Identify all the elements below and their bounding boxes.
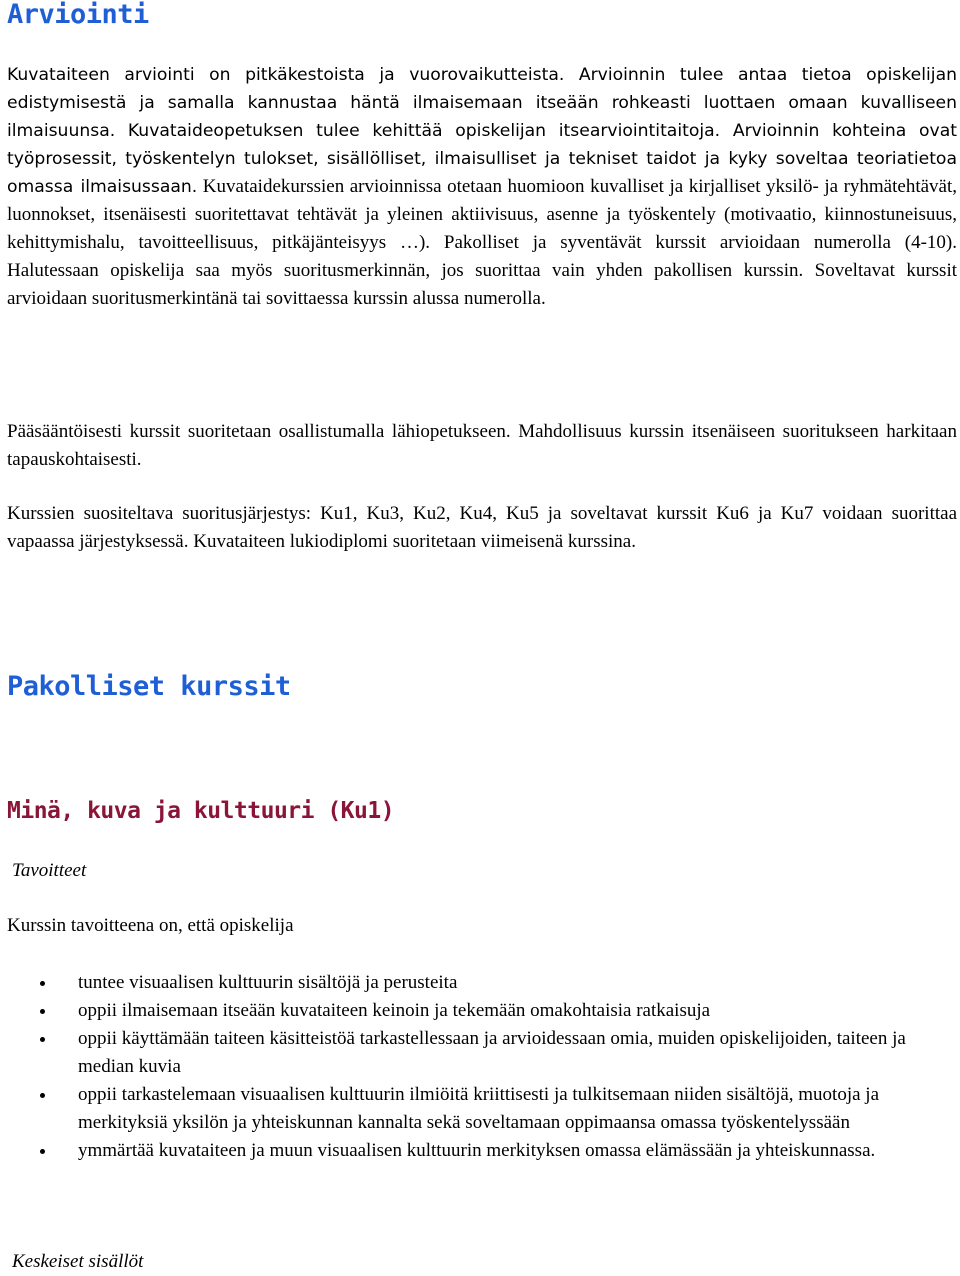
course-order-paragraph: Kurssien suositeltava suoritusjärjestys: Ku1, Ku3, Ku2, Ku4, Ku5 ja soveltavat kurssit Ku6 ja Ku7 voidaan suorittaa vapaassa järjestyksessä. Kuvataiteen lukiodiplomi suoritetaan viimeisenä kurssina. — [7, 503, 957, 552]
goal-text: oppii ilmaisemaan itseään kuvataiteen keinoin ja tekemään omakohtaisia ratkaisuja — [78, 1000, 711, 1021]
bullet-icon — [40, 1037, 45, 1042]
heading-pakolliset-kurssit: Pakolliset kurssit — [7, 671, 291, 702]
list-item — [0, 1025, 928, 1081]
participation-paragraph: Pääsääntöisesti kurssit suoritetaan osallistumalla lähiopetukseen. Mahdollisuus kurssin itsenäiseen suoritukseen harkitaan tapauskohtaisesti. — [7, 421, 957, 470]
list-item — [0, 1137, 928, 1165]
goal-text: ymmärtää kuvataiteen ja muun visuaalisen kulttuurin merkityksen omassa elämässään ja yhteiskunnassa. — [78, 1140, 876, 1161]
list-item — [0, 969, 928, 997]
goals-list — [0, 969, 960, 1165]
heading-ku1: Minä, kuva ja kulttuuri (Ku1) — [7, 798, 395, 824]
tavoitteet-label: Tavoitteet — [12, 860, 87, 881]
goal-text: oppii tarkastelemaan visuaalisen kulttuurin ilmiöitä kriittisesti ja tulkitsemaan niiden sisältöjä, muotoja ja merkityksiä yksilön ja yhteiskunnan kannalta sekä soveltamaan oppimaansa omassa työskentelyssään — [78, 1084, 880, 1133]
bullet-icon — [40, 1093, 45, 1098]
bullet-icon — [40, 1009, 45, 1014]
arviointi-text-sans: Kuvataiteen arviointi on pitkäkestoista ja vuorovaikutteista. Arvioinnin tulee antaa tietoa opiskelijan edistymisestä ja samalla kannustaa häntä ilmaisemaan itseään rohkeasti luottaen omaan kuvalliseen ilmaisuunsa. Kuvataideopetuksen tulee kehittää opiskelijan itsearviointitaitoja. Arvioinnin kohteina ovat työprosessit, työskentelyn tulokset, sisällölliset, ilmaisulliset ja tekniset taidot ja kyky soveltaa teoriatietoa omassa ilmaisussaan. — [7, 65, 957, 197]
goals-intro: Kurssin tavoitteena on, että opiskelija — [7, 915, 294, 936]
heading-arviointi: Arviointi — [7, 0, 149, 30]
list-item — [0, 997, 928, 1025]
goal-text: tuntee visuaalisen kulttuurin sisältöjä ja perusteita — [78, 972, 458, 993]
list-item — [0, 1081, 928, 1137]
bullet-icon — [40, 981, 45, 986]
goal-text: oppii käyttämään taiteen käsitteistöä tarkastellessaan ja arvioidessaan omia, muiden opiskelijoiden, taiteen ja median kuvia — [78, 1028, 906, 1077]
bullet-icon — [40, 1149, 45, 1154]
keskeiset-sisallot-label: Keskeiset sisällöt — [12, 1251, 144, 1272]
arviointi-paragraph — [7, 61, 957, 313]
arviointi-text-serif: Kuvataidekurssien arvioinnissa otetaan huomioon kuvalliset ja kirjalliset yksilö- ja ryhmätehtävät, luonnokset, itsenäisesti suoritettavat tehtävät ja yleinen aktiivisuus, asenne ja työskentely (motivaatio, kiinnostuneisuus, kehittymishalu, tavoitteellisuus, pitkäjänteisyys …). Pakolliset ja syventävät kurssit arvioidaan numerolla (4-10). Halutessaan opiskelija saa myös suoritusmerkinnän, jos suorittaa vain yhden pakollisen kurssin. Soveltavat kurssit arvioidaan suoritusmerkintänä tai sovittaessa kurssin alussa numerolla. — [7, 176, 957, 309]
